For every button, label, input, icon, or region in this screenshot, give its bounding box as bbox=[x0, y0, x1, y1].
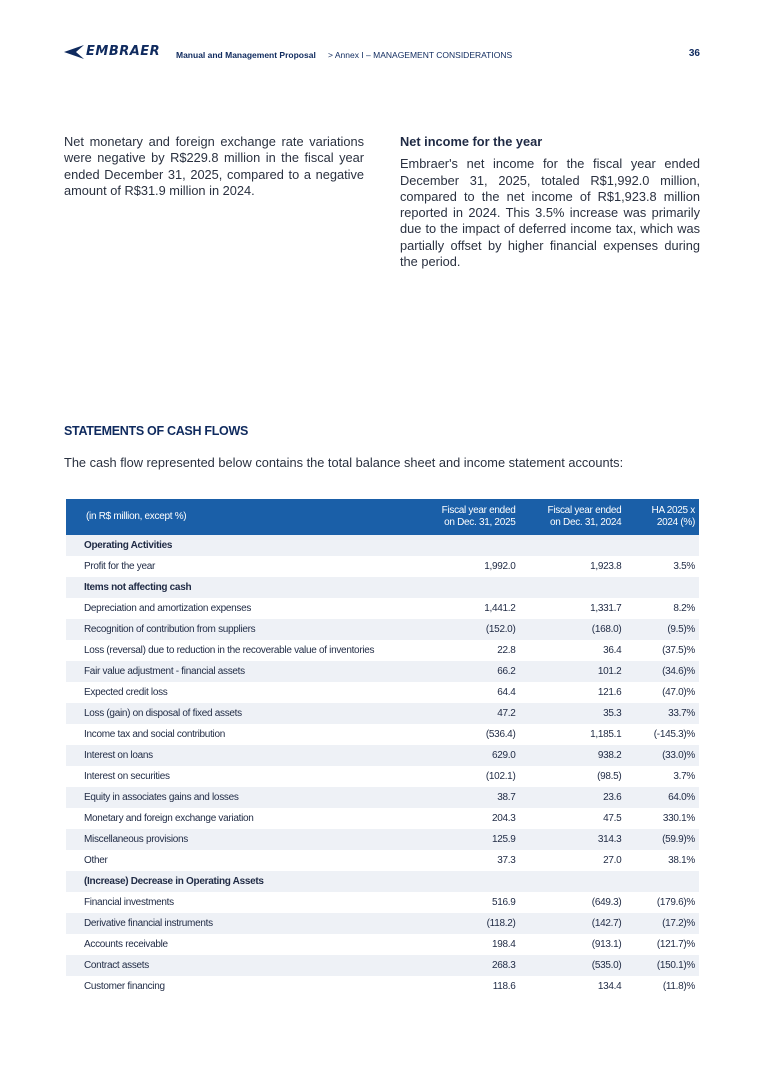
row-value-2024: (98.5) bbox=[519, 766, 625, 787]
row-value-2024: 121.6 bbox=[519, 682, 625, 703]
header-fy2024 bbox=[519, 499, 625, 535]
row-label: Miscellaneous provisions bbox=[66, 829, 414, 850]
row-label: Other bbox=[66, 850, 414, 871]
manual-proposal-link[interactable]: Manual and Management Proposal bbox=[176, 50, 316, 60]
row-value-2025: 118.6 bbox=[414, 976, 520, 997]
row-label: Derivative financial instruments bbox=[66, 913, 414, 934]
row-value-2025: 1,992.0 bbox=[414, 556, 520, 577]
row-value-2025: 37.3 bbox=[414, 850, 520, 871]
row-value-2025: 516.9 bbox=[414, 892, 520, 913]
row-value-2025: 38.7 bbox=[414, 787, 520, 808]
row-ha-percent: 330.1% bbox=[625, 808, 699, 829]
row-ha-percent: (-145.3)% bbox=[625, 724, 699, 745]
row-label: Operating Activities bbox=[66, 535, 414, 556]
row-ha-percent: (17.2)% bbox=[625, 913, 699, 934]
table-row bbox=[66, 598, 699, 619]
row-value-2024: 1,185.1 bbox=[519, 724, 625, 745]
table-row bbox=[66, 703, 699, 724]
row-value-2024: 47.5 bbox=[519, 808, 625, 829]
header-fy2025-line2: on Dec. 31, 2025 bbox=[444, 517, 516, 528]
table-row bbox=[66, 556, 699, 577]
row-label: Equity in associates gains and losses bbox=[66, 787, 414, 808]
table-row bbox=[66, 640, 699, 661]
row-value-2024: 23.6 bbox=[519, 787, 625, 808]
row-value-2024: (535.0) bbox=[519, 955, 625, 976]
logo-text: EMBRAER bbox=[86, 44, 161, 59]
cash-flow-table bbox=[66, 499, 699, 997]
header-fy2024-line2: on Dec. 31, 2024 bbox=[550, 517, 622, 528]
row-label: Financial investments bbox=[66, 892, 414, 913]
row-ha-percent: (33.0)% bbox=[625, 745, 699, 766]
row-value-2024: 1,331.7 bbox=[519, 598, 625, 619]
table-row bbox=[66, 934, 699, 955]
row-value-2024: (649.3) bbox=[519, 892, 625, 913]
row-value-2025: 629.0 bbox=[414, 745, 520, 766]
row-ha-percent: (34.6)% bbox=[625, 661, 699, 682]
row-value-2025 bbox=[414, 577, 520, 598]
row-value-2024: 134.4 bbox=[519, 976, 625, 997]
table-section-row bbox=[66, 535, 699, 556]
row-value-2025: (152.0) bbox=[414, 619, 520, 640]
row-label: Loss (gain) on disposal of fixed assets bbox=[66, 703, 414, 724]
table-row bbox=[66, 724, 699, 745]
row-value-2025: 47.2 bbox=[414, 703, 520, 724]
row-label: Items not affecting cash bbox=[66, 577, 414, 598]
table-section-row bbox=[66, 577, 699, 598]
row-ha-percent: (150.1)% bbox=[625, 955, 699, 976]
row-ha-percent: (179.6)% bbox=[625, 892, 699, 913]
net-income-heading: Net income for the year bbox=[400, 134, 543, 149]
row-value-2025: 22.8 bbox=[414, 640, 520, 661]
row-value-2025: 125.9 bbox=[414, 829, 520, 850]
row-value-2024: (168.0) bbox=[519, 619, 625, 640]
row-label: Customer financing bbox=[66, 976, 414, 997]
table-row bbox=[66, 976, 699, 997]
embraer-logo bbox=[64, 44, 160, 59]
table-row bbox=[66, 661, 699, 682]
row-label: Interest on securities bbox=[66, 766, 414, 787]
cash-flows-section-title: STATEMENTS OF CASH FLOWS bbox=[64, 424, 248, 438]
row-label: Fair value adjustment - financial assets bbox=[66, 661, 414, 682]
row-label: Contract assets bbox=[66, 955, 414, 976]
annex-breadcrumb-link[interactable]: > Annex I – MANAGEMENT CONSIDERATIONS bbox=[328, 50, 513, 60]
table-row bbox=[66, 955, 699, 976]
fx-variation-paragraph: Net monetary and foreign exchange rate variations were negative by R$229.8 million in the fiscal year ended December 31, 2025, compared to a negative amount of R$31.9 million in 2024. bbox=[64, 134, 364, 198]
page-number: 36 bbox=[688, 48, 700, 59]
row-label: Monetary and foreign exchange variation bbox=[66, 808, 414, 829]
row-label: Recognition of contribution from suppliers bbox=[66, 619, 414, 640]
header-fy2024-line1: Fiscal year ended bbox=[547, 505, 622, 516]
table-row bbox=[66, 619, 699, 640]
row-value-2025 bbox=[414, 871, 520, 892]
row-value-2024: 938.2 bbox=[519, 745, 625, 766]
row-label: Income tax and social contribution bbox=[66, 724, 414, 745]
row-value-2024: (913.1) bbox=[519, 934, 625, 955]
table-row bbox=[66, 787, 699, 808]
row-value-2024: 36.4 bbox=[519, 640, 625, 661]
row-value-2025: 198.4 bbox=[414, 934, 520, 955]
row-label: Interest on loans bbox=[66, 745, 414, 766]
header-ha-line1: HA 2025 x bbox=[651, 505, 695, 516]
row-ha-percent: 3.7% bbox=[625, 766, 699, 787]
header-label: (in R$ million, except %) bbox=[66, 499, 414, 535]
header-fy2025 bbox=[414, 499, 520, 535]
row-ha-percent: (47.0)% bbox=[625, 682, 699, 703]
row-label: (Increase) Decrease in Operating Assets bbox=[66, 871, 414, 892]
table-row bbox=[66, 913, 699, 934]
table-row bbox=[66, 808, 699, 829]
row-value-2024: 314.3 bbox=[519, 829, 625, 850]
row-value-2025: 64.4 bbox=[414, 682, 520, 703]
header-ha-line2: 2024 (%) bbox=[656, 517, 695, 528]
row-ha-percent: (59.9)% bbox=[625, 829, 699, 850]
table-header-row bbox=[66, 499, 699, 535]
row-value-2024 bbox=[519, 577, 625, 598]
row-ha-percent: (9.5)% bbox=[625, 619, 699, 640]
page-header bbox=[64, 44, 700, 66]
table-row bbox=[66, 766, 699, 787]
row-value-2025: 268.3 bbox=[414, 955, 520, 976]
row-value-2025: (536.4) bbox=[414, 724, 520, 745]
row-value-2025: (118.2) bbox=[414, 913, 520, 934]
embraer-arrow-icon bbox=[64, 45, 84, 59]
table-row bbox=[66, 829, 699, 850]
row-value-2024: 1,923.8 bbox=[519, 556, 625, 577]
row-ha-percent: 33.7% bbox=[625, 703, 699, 724]
row-ha-percent bbox=[625, 577, 699, 598]
row-label: Profit for the year bbox=[66, 556, 414, 577]
row-value-2025: 1,441.2 bbox=[414, 598, 520, 619]
net-income-block bbox=[400, 134, 700, 270]
table-row bbox=[66, 745, 699, 766]
header-fy2025-line1: Fiscal year ended bbox=[441, 505, 516, 516]
row-value-2024: 35.3 bbox=[519, 703, 625, 724]
header-ha bbox=[625, 499, 699, 535]
row-ha-percent: 3.5% bbox=[625, 556, 699, 577]
row-value-2024 bbox=[519, 535, 625, 556]
row-ha-percent bbox=[625, 535, 699, 556]
row-value-2024 bbox=[519, 871, 625, 892]
row-ha-percent: (121.7)% bbox=[625, 934, 699, 955]
row-value-2025: 204.3 bbox=[414, 808, 520, 829]
row-ha-percent: 38.1% bbox=[625, 850, 699, 871]
cash-flows-intro: The cash flow represented below contains the total balance sheet and income statement accounts: bbox=[64, 455, 624, 470]
row-value-2025 bbox=[414, 535, 520, 556]
row-ha-percent: 8.2% bbox=[625, 598, 699, 619]
row-label: Expected credit loss bbox=[66, 682, 414, 703]
table-row bbox=[66, 682, 699, 703]
fx-variation-paragraph-block bbox=[64, 134, 364, 199]
row-ha-percent bbox=[625, 871, 699, 892]
net-income-paragraph: Embraer's net income for the fiscal year ended December 31, 2025, totaled R$1,992.0 million, compared to the net income of R$1,923.8 million reported in 2024. This 3.5% increase was primarily due to the impact of deferred income tax, which was partially offset by higher financial expenses during the period. bbox=[400, 156, 700, 270]
row-value-2025: (102.1) bbox=[414, 766, 520, 787]
row-value-2024: (142.7) bbox=[519, 913, 625, 934]
row-label: Depreciation and amortization expenses bbox=[66, 598, 414, 619]
table-row bbox=[66, 850, 699, 871]
row-value-2024: 27.0 bbox=[519, 850, 625, 871]
row-ha-percent: (37.5)% bbox=[625, 640, 699, 661]
table-section-row bbox=[66, 871, 699, 892]
row-value-2024: 101.2 bbox=[519, 661, 625, 682]
row-value-2025: 66.2 bbox=[414, 661, 520, 682]
row-label: Loss (reversal) due to reduction in the recoverable value of inventories bbox=[66, 640, 414, 661]
table-body bbox=[66, 535, 699, 997]
row-ha-percent: (11.8)% bbox=[625, 976, 699, 997]
row-label: Accounts receivable bbox=[66, 934, 414, 955]
table-row bbox=[66, 892, 699, 913]
row-ha-percent: 64.0% bbox=[625, 787, 699, 808]
